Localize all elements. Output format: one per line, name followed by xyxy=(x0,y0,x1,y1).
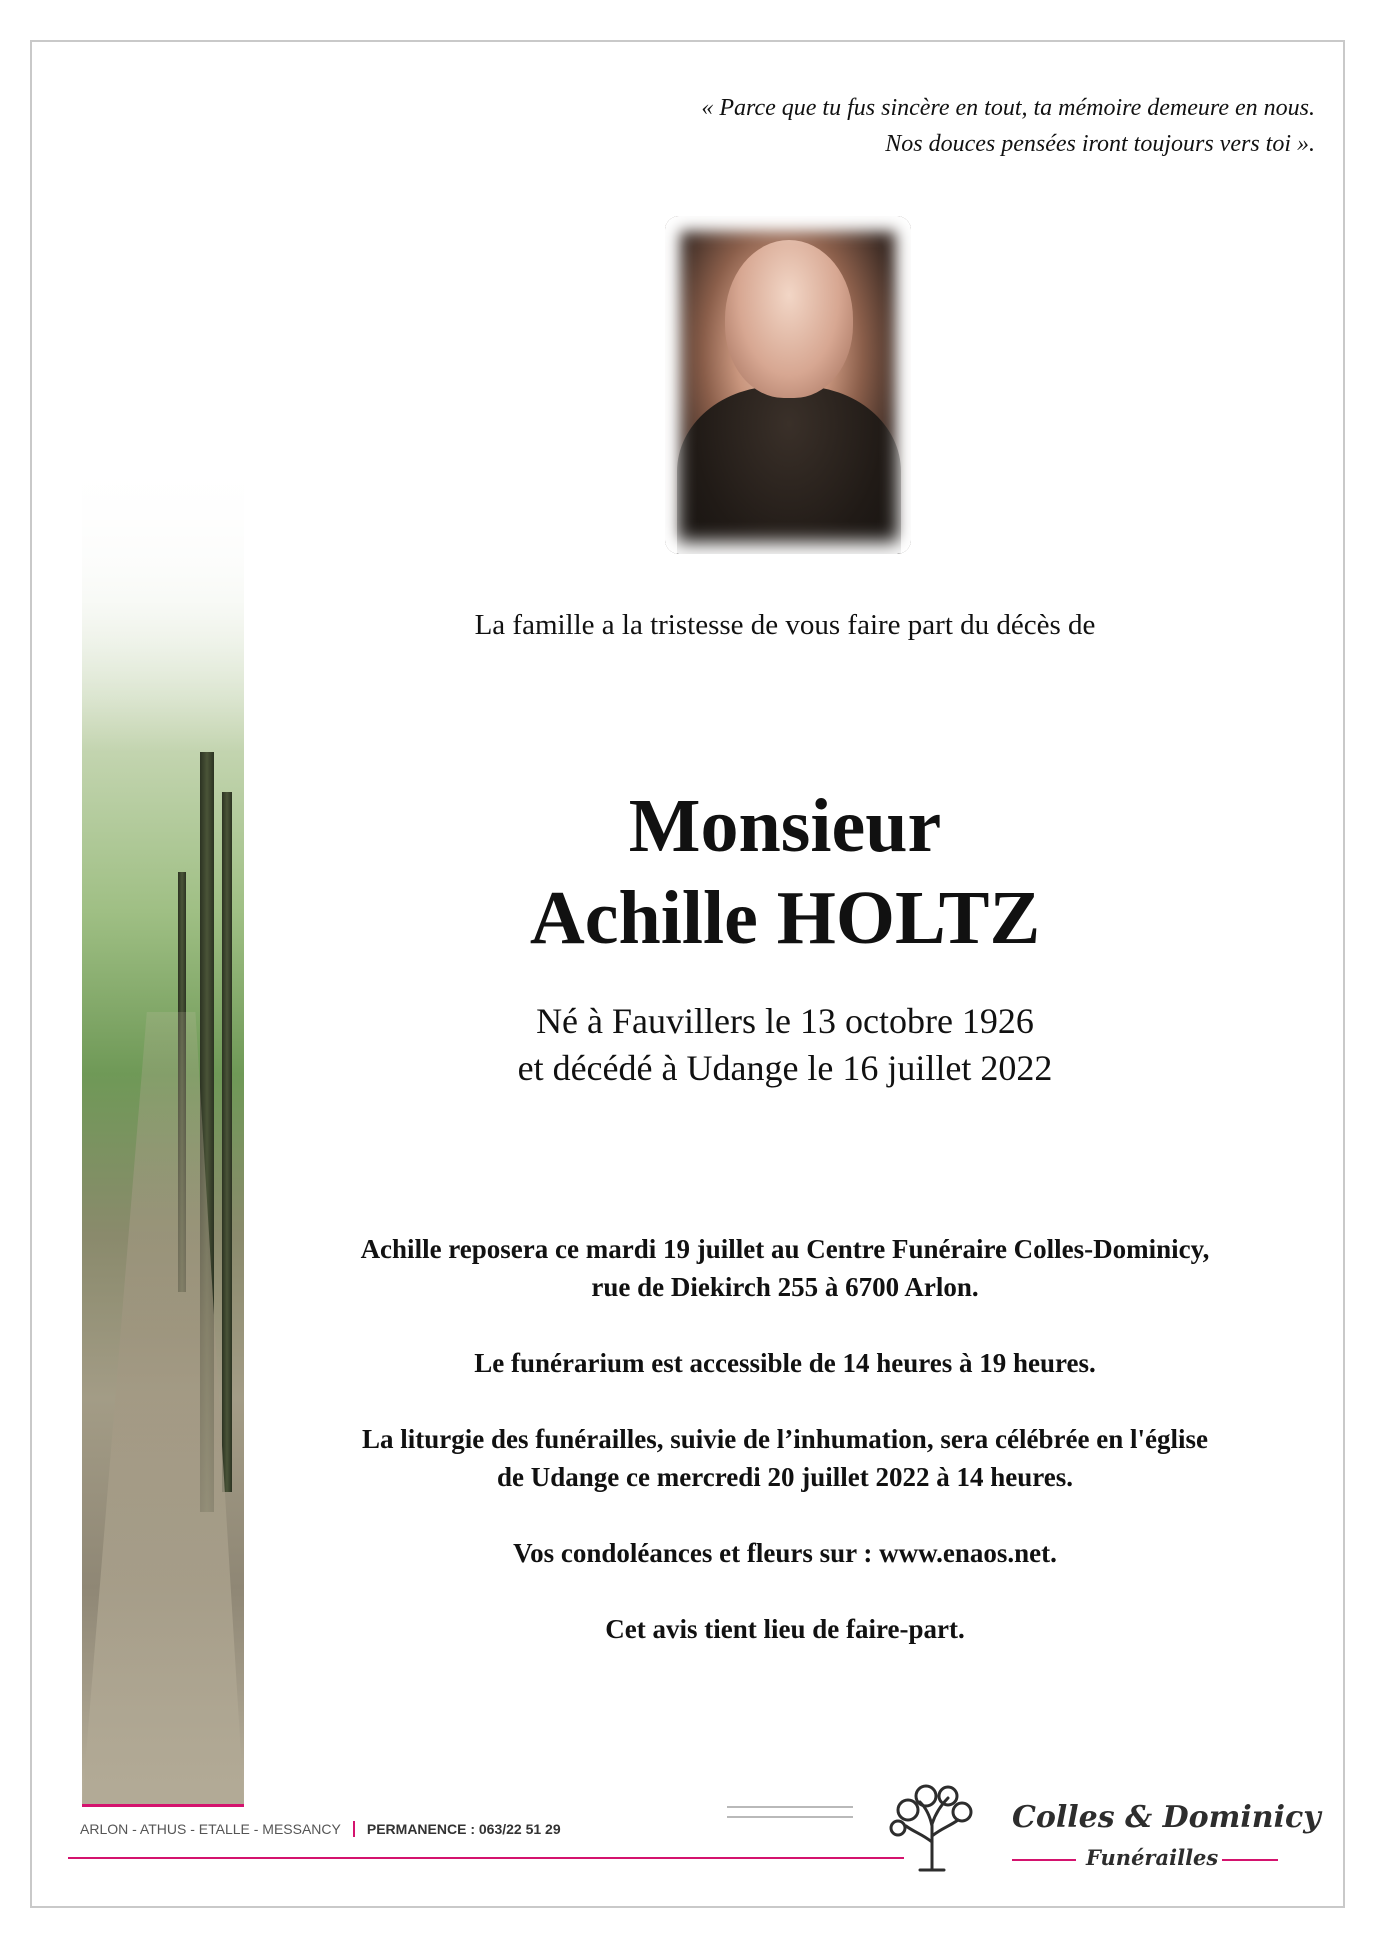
portrait-vignette xyxy=(665,216,911,554)
tree-icon xyxy=(886,1782,978,1874)
footer-accent-line xyxy=(68,1857,904,1859)
forest-path-image xyxy=(82,452,244,1804)
rest-line-1: Achille reposera ce mardi 19 juillet au Centre Funéraire Colles-Dominicy, xyxy=(360,1234,1210,1264)
forest-fog xyxy=(82,452,244,752)
funeral-details xyxy=(270,1230,1300,1686)
liturgy-line-1: La liturgie des funérailles, suivie de l’inhumation, sera célébrée en l'église xyxy=(362,1424,1208,1454)
brand-underline-left xyxy=(1012,1859,1076,1861)
portrait-photo xyxy=(665,216,911,554)
rest-paragraph xyxy=(270,1230,1300,1306)
forest-path xyxy=(82,1012,244,1804)
deceased-name-block xyxy=(290,780,1280,964)
brand-underline-right xyxy=(1222,1859,1278,1861)
forest-accent-bar xyxy=(82,1804,244,1807)
notice-paragraph: Cet avis tient lieu de faire-part. xyxy=(605,1614,965,1644)
condolences-paragraph: Vos condoléances et fleurs sur : www.enaos.net. xyxy=(513,1538,1057,1568)
memorial-quote xyxy=(315,90,1315,162)
intro-text: La famille a la tristesse de vous faire part du décès de xyxy=(474,609,1096,641)
honorific: Monsieur xyxy=(628,784,942,868)
death-line: et décédé à Udange le 16 juillet 2022 xyxy=(517,1048,1053,1088)
liturgy-line-2: de Udange ce mercredi 20 juillet 2022 à 14 heures. xyxy=(497,1462,1073,1492)
rest-line-2: rue de Diekirch 255 à 6700 Arlon. xyxy=(591,1272,979,1302)
footer-separator xyxy=(353,1821,355,1837)
birth-line: Né à Fauvillers le 13 octobre 1926 xyxy=(536,1001,1034,1041)
deceased-name: Achille HOLTZ xyxy=(529,876,1041,960)
brand-subtitle: Funérailles xyxy=(1086,1845,1219,1870)
tree-trunk xyxy=(222,792,232,1492)
footer-info xyxy=(80,1821,561,1837)
quote-line-1: « Parce que tu fus sincère en tout, ta mémoire demeure en nous. xyxy=(701,95,1315,121)
quote-line-2: Nos douces pensées iront toujours vers toi ». xyxy=(885,131,1315,157)
footer-permanence: PERMANENCE : 063/22 51 29 xyxy=(366,1821,561,1837)
life-dates xyxy=(290,998,1280,1092)
footer-locations: ARLON - ATHUS - ETALLE - MESSANCY xyxy=(80,1821,341,1837)
brand-name: Colles & Dominicy xyxy=(1012,1800,1321,1835)
hours-paragraph: Le funérarium est accessible de 14 heures à 19 heures. xyxy=(474,1348,1096,1378)
footer-double-rule xyxy=(727,1806,853,1818)
liturgy-paragraph xyxy=(270,1420,1300,1496)
